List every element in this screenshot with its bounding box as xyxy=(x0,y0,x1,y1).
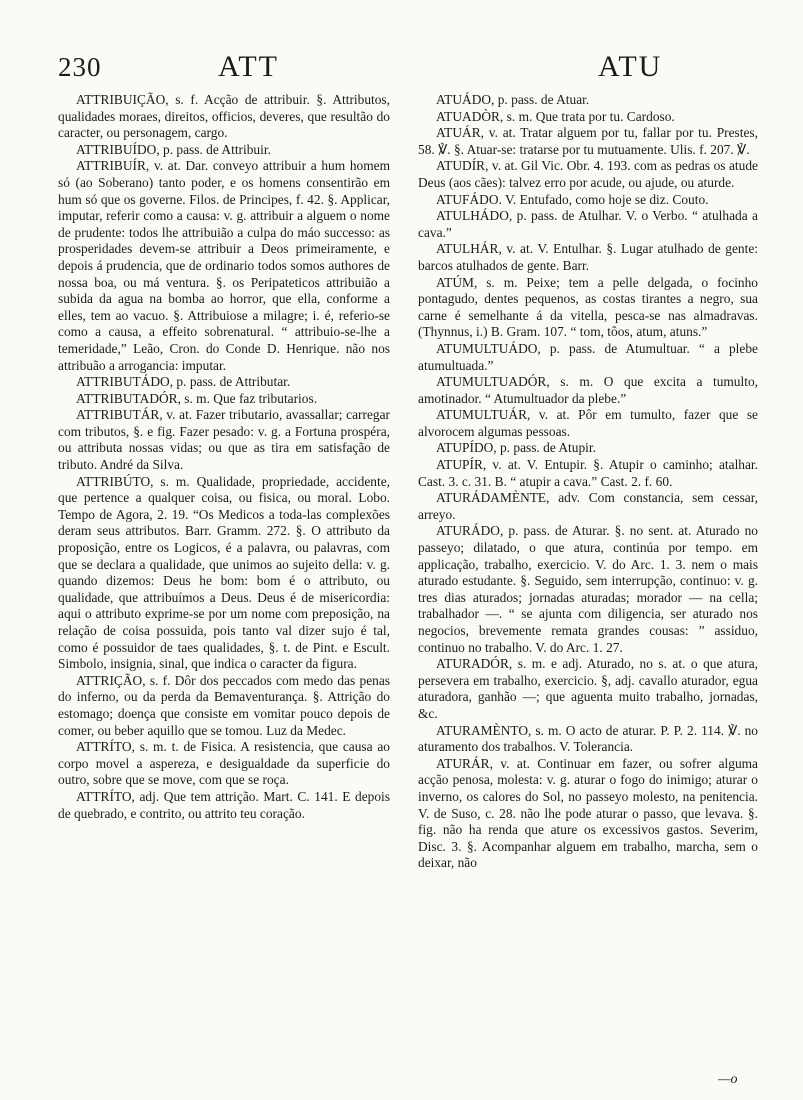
entry: ATURÁDO, p. pass. de Aturar. §. no sent. at. Aturado no passeyo; dilatado, o que atura, continúa por tempo. em applicação, trabalho, exercicio. V. do Arc. 1. 3. nem o mais aturado estudante. §. Seguido, sem interrupção, continuo: v. g. tres dias aturados; jornadas aturadas; morador — na cella; trabalhador —. “ se ajunta com diligencia, ser aturado nos negocios, brevemente remata grandes cousas: ” assiduo, continuo no trabalho. V. do Arc. 1. 27. xyxy=(418,523,758,655)
entry: ATTRIBÚTO, s. m. Qualidade, propriedade, accidente, que pertence a qualquer coisa, ou fisica, ou moral. Lobo. Tempo de Agora, 2. 19. “Os Medicos a toda-las complexões deram seus attributos. Barr. Gramm. 272. §. O attributo da proposição, entre os Logicos, é a palavra, ou palavras, com que se declara a qualidade, que unimos ao sujeito della: v. g. quando dizemos: Deus he bom: bom é o attributo, ou qualidade, que attribuímos a Deus. Deus é de misericordia: aqui o attributo exprime-se por um nome com preposição, na relação de coisa possuida, pois tanto val dizer sujo é tal, como é possuidor de taes qualidades, §. t. de Pint. e Escult. Simbolo, insignia, sinal, que indica o caracter da figura. xyxy=(58,473,390,672)
entry: ATURAMÈNTO, s. m. O acto de aturar. P. P. 2. 114. ℣. no aturamento dos trabalhos. V. Tolerancia. xyxy=(418,722,758,755)
entry: ATUFÁDO. V. Entufado, como hoje se diz. Couto. xyxy=(436,191,709,207)
entry: ATUADÒR, s. m. Que trata por tu. Cardoso. xyxy=(436,108,675,124)
entry: ATTRIBUTADÓR, s. m. Que faz tributarios. xyxy=(76,390,318,406)
entry: ATUMULTUADÓR, s. m. O que excita a tumulto, amotinador. “ Atumultuador da plebe.” xyxy=(418,374,758,406)
entry: ATUPÍDO, p. pass. de Atupir. xyxy=(436,440,596,456)
entry: ATTRIBUÍDO, p. pass. de Attribuir. xyxy=(76,141,271,157)
catchword: —o xyxy=(718,1072,738,1087)
entry: ATUMULTUÁDO, p. pass. de Atumultuar. “ a plebe atumultuada.” xyxy=(418,340,758,373)
entry: ATTRÍTO, s. m. t. de Fisica. A resistencia, que causa ao corpo movel a aspereza, e desigualdade da superficie do outro, sobre que se move, com que se roça. xyxy=(58,739,390,788)
entry: ATUÁDO, p. pass. de Atuar. xyxy=(436,92,590,107)
entry: ATUMULTUÁR, v. at. Pôr em tumulto, fazer que se alvorocem algumas pessoas. xyxy=(418,407,758,439)
entry: ATTRIBUTÁR, v. at. Fazer tributario, avassallar; carregar com tributos, §. e fig. Fazer pesado: v. g. a Fortuna prospéra, ou attributa nossas vidas; ou que as tira em satisfação de tributo. André da Silva. xyxy=(58,407,390,473)
entry: ATTRÍTO, adj. Que tem attrição. Mart. C. 141. E depois de quebrado, e contrito, ou attrito teu coração. xyxy=(58,788,390,821)
guide-word-left: ATT xyxy=(218,50,279,83)
entry: ATTRIBUIÇÃO, s. f. Acção de attribuir. §. Attributos, qualidades moraes, direitos, officios, deveres, que resultão do caracter, ou personagem, cargo. xyxy=(58,92,390,141)
page-header xyxy=(58,46,758,86)
entry: ATÚM, s. m. Peixe; tem a pelle delgada, o focinho pontagudo, dentes pequenos, as costas tirantes a negro, sua carne é semelhante á da vitella, pesca-se nas almadravas. (Thynnus, i.) B. Gram. 107. “ tom, tôos, atum, atuns.” xyxy=(418,274,758,340)
entry: ATULHÁDO, p. pass. de Atulhar. V. o Verbo. “ atulhada a cava.” xyxy=(418,208,758,240)
left-column xyxy=(58,92,390,822)
entry: ATUDÍR, v. at. Gil Vic. Obr. 4. 193. com as pedras os atude Deus (aos cães): talvez erro por acude, ou ajude, ou aturde. xyxy=(418,158,758,190)
entry: ATURÁR, v. at. Continuar em fazer, ou sofrer alguma acção penosa, molesta: v. g. aturar o fogo do inimigo; aturar o inverno, os calores do Sol, no passeyo molesto, na penitencia. V. de Suso, c. 28. não lhe pode aturar o passo, que levava. §. fig. não ha renda que ature os excessivos gastos. Severim, Disc. 3. §. Acompanhar alguem em trabalho, marcha, sem o deixar, não xyxy=(418,755,758,871)
entry: ATULHÁR, v. at. V. Entulhar. §. Lugar atulhado de gente: barcos atulhados de gente. Barr. xyxy=(418,241,758,273)
entry: ATTRIBUTÁDO, p. pass. de Attributar. xyxy=(76,374,291,390)
right-column xyxy=(418,92,758,872)
entry: ATTRIÇÃO, s. f. Dôr dos peccados com medo das penas do inferno, ou da perda da Bemaventurança. §. Attrição do estomago; doença que consiste em vomitar pouco depois de comer, ou beber aquillo que se tomou. Luz da Medec. xyxy=(58,672,390,738)
page-number: 230 xyxy=(58,52,102,82)
guide-word-right: ATU xyxy=(598,50,663,83)
entry: ATTRIBUÍR, v. at. Dar. conveyo attribuir a hum homem só (ao Soberano) tanto poder, e os homens consentirão em hum só que os governe. Filos. de Principes, f. 42. §. Applicar, imputar, referir como a causa: v. g. attribuir a alguem o nome de prudente: todos lhe attribuião a culpa do máo successo: as prosperidades devem-se attribuir a Deos primeiramente, e depois á prudencia, que de ordinario todos somos authores de nossa boa, ou má ventura. §. os Peripateticos attribuião a subida da agua na bomba ao horror, que ella, conforme a elles, tem ao vacuo. §. Attribuiose a milagre; i. é, referio-se como a causa, a effeito sobrenatural. “ attribuio-se-lhe a temeridade,” Leão, Cron. do Conde D. Henrique. não nos attribuão a arrogancia: imputar. xyxy=(58,158,390,373)
entry: ATURÁDAMÈNTE, adv. Com constancia, sem cessar, arreyo. xyxy=(418,490,758,522)
entry: ATUPÍR, v. at. V. Entupir. §. Atupir o caminho; atalhar. Cast. 3. c. 31. B. “ atupir a cava.” Cast. 2. f. 60. xyxy=(418,457,758,489)
entry: ATUÁR, v. at. Tratar alguem por tu, fallar por tu. Prestes, 58. ℣. §. Atuar-se: tratarse por tu mutuamente. Ulis. f. 207. ℣. xyxy=(418,125,758,157)
entry: ATURADÓR, s. m. e adj. Aturado, no s. at. o que atura, persevera em trabalho, exercicio. §, adj. cavallo aturador, egua aturadora, ganhão —; que aguenta muito trabalho, jornadas, &c. xyxy=(418,656,758,721)
